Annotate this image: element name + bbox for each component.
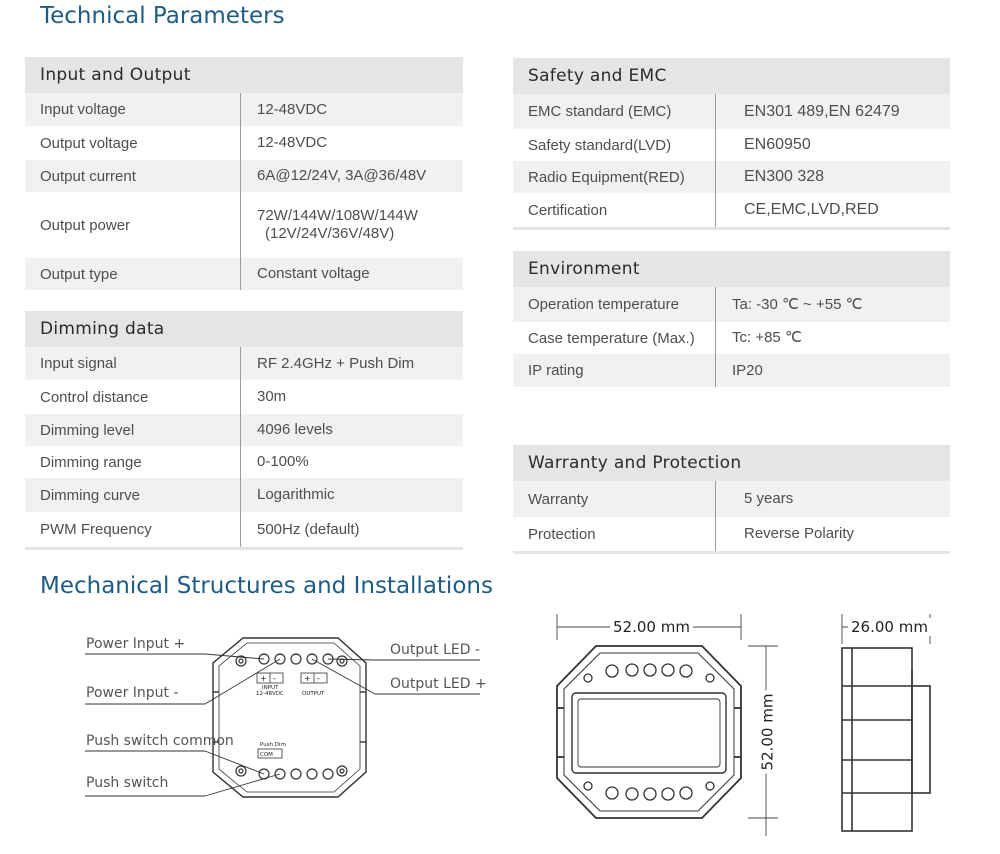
param-value: EN60950 xyxy=(715,129,950,161)
param-name: Output voltage xyxy=(40,134,138,152)
minus-sign: - xyxy=(273,674,276,683)
side-view-outline xyxy=(842,648,930,831)
param-name: Output current xyxy=(40,167,136,185)
param-value: RF 2.4GHz + Push Dim xyxy=(240,347,463,380)
param-value: 6A@12/24V, 3A@36/48V xyxy=(240,160,463,192)
power-input-minus-label: Power Input - xyxy=(86,685,179,701)
param-name: Radio Equipment(RED) xyxy=(528,168,685,186)
param-name: Dimming level xyxy=(40,421,135,439)
table-header: Warranty and Protection xyxy=(513,445,950,481)
power-input-plus-label: Power Input + xyxy=(86,636,186,652)
table-header: Dimming data xyxy=(25,311,463,347)
table-header: Environment xyxy=(513,251,950,287)
param-name: Output type xyxy=(40,265,118,283)
param-name: Output power xyxy=(40,216,131,234)
technical-parameters-title: Technical Parameters xyxy=(40,3,285,29)
input-voltage-label: 12-48VDC xyxy=(256,691,284,697)
com-label: COM xyxy=(260,752,273,758)
table-header: Input and Output xyxy=(25,57,463,93)
param-value: Reverse Polarity xyxy=(715,517,950,551)
minus-sign: - xyxy=(317,674,320,683)
param-name: Protection xyxy=(528,525,596,543)
param-value: 4096 levels xyxy=(240,414,463,446)
param-value: 0-100% xyxy=(240,446,463,478)
param-name: Safety standard(LVD) xyxy=(528,136,672,154)
param-name: Dimming range xyxy=(40,453,142,471)
param-name: IP rating xyxy=(528,362,584,379)
param-value-line: (12V/24V/36V/48V) xyxy=(265,225,395,242)
param-value-line: 72W/144W/108W/144W xyxy=(257,207,418,224)
param-name: Certification xyxy=(528,201,608,219)
param-value: EN300 328 xyxy=(715,161,950,193)
param-name: Input voltage xyxy=(40,101,126,118)
param-name: Warranty xyxy=(528,490,589,508)
plus-sign: + xyxy=(260,674,267,683)
param-value: EN301 489,EN 62479 xyxy=(715,94,950,129)
param-name: Operation temperature xyxy=(528,296,679,313)
param-value: IP20 xyxy=(715,354,950,387)
param-name: Dimming curve xyxy=(40,486,141,504)
height-dimension-label: 52.00 mm xyxy=(758,691,776,774)
param-value: 12-48VDC xyxy=(240,126,463,160)
param-value: 5 years xyxy=(715,481,950,517)
push-switch-label: Push switch xyxy=(86,775,169,791)
param-name: Input signal xyxy=(40,355,117,372)
pushdim-label: Push Dim xyxy=(260,742,286,748)
param-value: 12-48VDC xyxy=(240,93,463,126)
param-value: Logarithmic xyxy=(240,478,463,512)
width-dimension-label: 52.00 mm xyxy=(610,618,693,636)
output-led-plus-label: Output LED + xyxy=(390,676,487,692)
param-value: 30m xyxy=(240,380,463,414)
mechanical-title: Mechanical Structures and Installations xyxy=(40,573,493,599)
terminal-screws-top xyxy=(236,654,347,666)
param-name: EMC standard (EMC) xyxy=(528,103,672,120)
param-name: Case temperature (Max.) xyxy=(528,329,695,347)
param-value: Tc: +85 ℃ xyxy=(715,322,950,354)
depth-dimension-label: 26.00 mm xyxy=(848,618,931,636)
param-value: Constant voltage xyxy=(240,258,463,290)
plus-sign: + xyxy=(304,674,311,683)
input-label: INPUT xyxy=(262,685,279,691)
param-name: Control distance xyxy=(40,388,149,406)
param-value: CE,EMC,LVD,RED xyxy=(715,193,950,227)
front-view-terminals xyxy=(584,664,714,800)
terminal-screws-bottom xyxy=(236,766,347,779)
param-name: PWM Frequency xyxy=(40,521,152,538)
front-view-outline xyxy=(557,646,741,818)
output-led-minus-label: Output LED - xyxy=(390,642,481,658)
table-header: Safety and EMC xyxy=(513,58,950,94)
param-value: 500Hz (default) xyxy=(240,512,463,547)
push-switch-common-label: Push switch common xyxy=(86,733,234,749)
output-label: OUTPUT xyxy=(302,691,325,697)
param-value: Ta: -30 ℃ ~ +55 ℃ xyxy=(715,287,950,322)
